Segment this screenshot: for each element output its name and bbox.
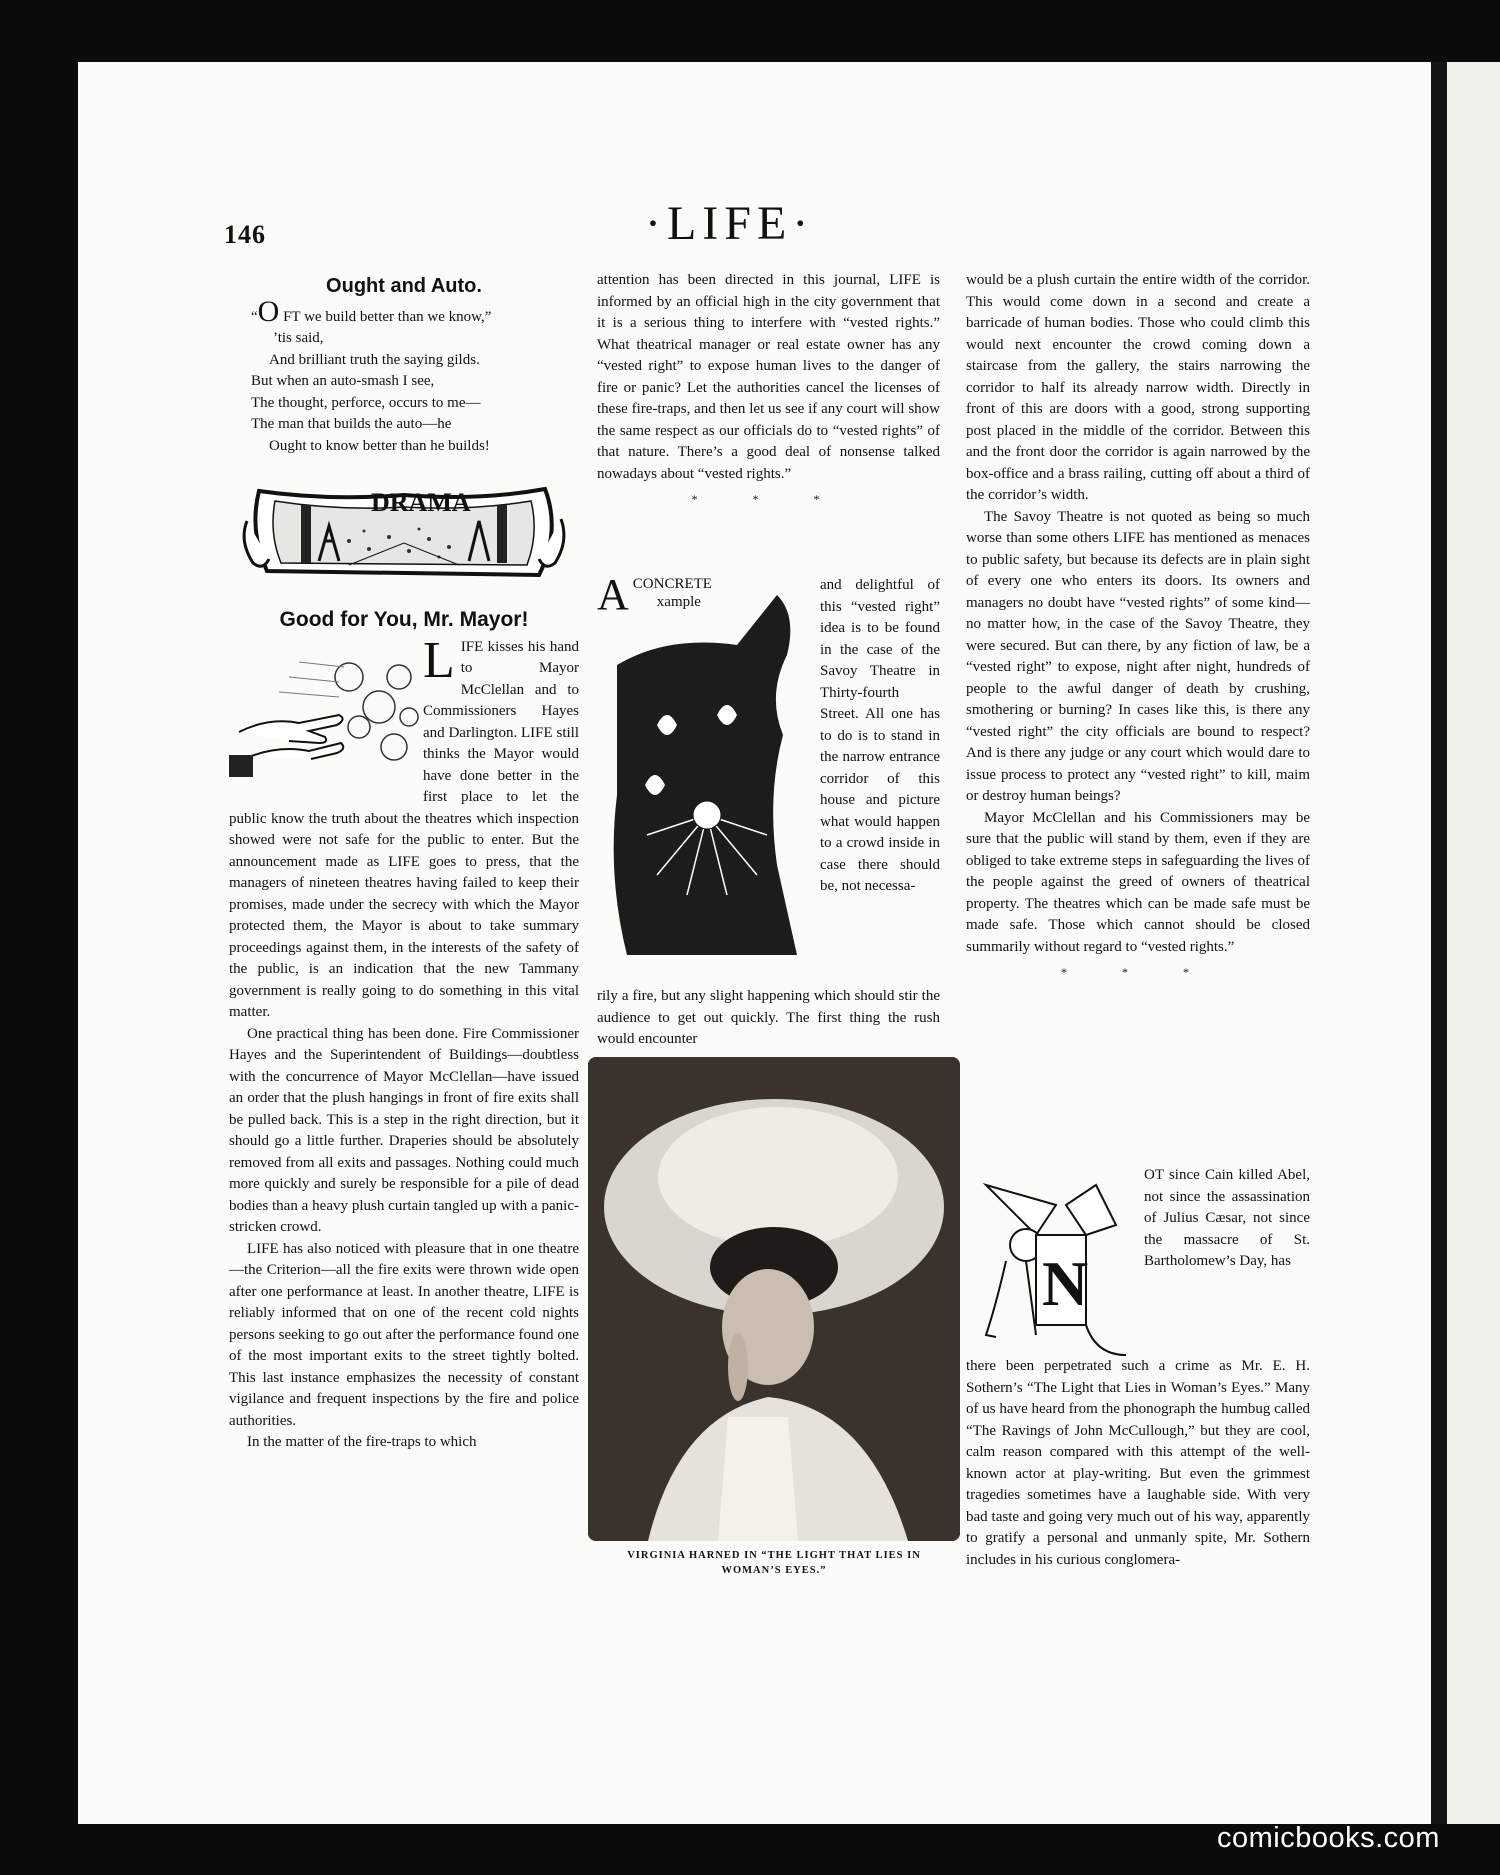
right-paragraph-3: Mayor McClellan and his Commissioners may be sure that the public will stand by them, even if they are obliged to take extreme steps in safeguarding the lives of the people against the greed of owners of theatrical property. The theatres which can be made safe must be made safe. Those which cannot should be closed summarily without regard to “vested rights.” xyxy=(966,809,1310,955)
center-paragraph-1: attention has been directed in this journal, LIFE is informed by an official high in the city government that it is a serious thing to interfere with “vested rights.” What theatrical manager or real estate owner has any “vested right” to expose human lives to the danger of fire or panic? Let the authorities cancel the licenses of these fire-traps, and then let us see if any court will show the same respect as our officials do to “vested rights” of that nature. There’s a good deal of nonsense talked nowadays about “vested rights.” xyxy=(597,272,940,482)
right-paragraph-2: The Savoy Theatre is not quoted as being so much worse than some others LIFE has mentioned as menaces to public safety, but because its defects are in plain sight of every one who enters its doors. Its owners and managers no doubt have “vested rights” of some kind—no matter how, in the case of the Savoy Theatre, they were secured. But can there, by any fiction of law, be a “vested right” to expose, night after night, hundreds of people to the awful danger of death by crushing, smothering or burning? In cases like this, is there any “vested right” the city officials are bound to respect? And is there any judge or any court which would dare to issue process to protect any “vested right” to kill, maim or destroy human beings? xyxy=(966,508,1310,804)
poem-dropcap: O xyxy=(257,294,280,328)
center-column xyxy=(597,270,940,515)
poem-line: Ought to know better than he builds! xyxy=(269,437,490,454)
drama-banner-label: DRAMA xyxy=(371,488,471,517)
drama-banner-art xyxy=(239,471,569,591)
center-column-continued xyxy=(597,986,940,1051)
dropcap-n: N xyxy=(1042,1248,1089,1319)
poem xyxy=(229,294,579,458)
mayor-paragraph-2: One practical thing has been done. Fire Commissioner Hayes and the Superintendent of Buildings—doubtless with the concurrence of Mayor McClellan—have issued an order that the plush hangings in front of fire exits shall be pulled back. This is a step in the right direction, but it should go a little further. Draperies should be absolutely removed from all exits and passages. Nothing could much more quickly and surely be responsible for a pile of dead bodies than a heavy plush curtain tangled up with a panic-stricken crowd. xyxy=(229,1025,579,1235)
poem-line: The thought, perforce, occurs to me— xyxy=(251,394,481,411)
poem-line: ’tis said, xyxy=(273,330,324,346)
concrete-side-text: and delightful of this “vested right” idea is to be found in the case of the Savoy Theatre in Thirty-fourth Street. All one has to do is to stand in the narrow entrance corridor of this house and picture what would happen to a crowd inside in case there should be, not necessa- xyxy=(820,577,940,894)
photo-caption: VIRGINIA HARNED IN “THE LIGHT THAT LIES IN WOMAN’S EYES.” xyxy=(627,1550,921,1576)
drama-banner-illustration xyxy=(239,471,569,591)
poem-line: But when an auto-smash I see, xyxy=(251,373,435,389)
kissing-hand-illustration xyxy=(229,637,419,797)
poem-line: “O FT we build better than we know,” xyxy=(251,294,492,328)
concrete-heading: A CONCRETE xample xyxy=(597,570,712,619)
clown-side-text: OT since Cain killed Abel, not since the assassination of Julius Cæsar, not since the massacre of St. Bartholomew’s Day, has xyxy=(1144,1167,1310,1269)
mayor-paragraph-3: LIFE has also noticed with pleasure that in one theatre—the Criterion—all the fire exits were thrown wide open after one performance at least. In another theatre, LIFE is reliably informed that on one of the recent cold nights persons seeking to go out after the performance found one of the most important exits to the street tightly bolted. This last instance emphasizes the necessity of constant vigilance and frequent inspections by the fire and police authorities. xyxy=(229,1240,579,1429)
section-divider-stars: * * * xyxy=(691,492,846,506)
dropcap-a: A xyxy=(597,570,629,619)
portrait-photo-art xyxy=(588,1057,960,1541)
mayor-paragraph-4: In the matter of the fire-traps to which xyxy=(247,1434,477,1450)
clown-illustration xyxy=(966,1165,1156,1365)
concrete-example-block xyxy=(597,570,940,965)
section-divider-stars-right: * * * xyxy=(1061,965,1215,979)
clown-initial-block xyxy=(966,1165,1310,1365)
fleur-de-lis-illustration xyxy=(597,570,825,965)
right-column xyxy=(966,270,1310,988)
right-paragraph-4: there been perpetrated such a crime as Mr. E. H. Sothern’s “The Light that Lies in Woman’s Eyes.” Many of us have heard from the phonograph the humbug called “The Ravings of John McCullough,” but they are cool, calm reason compared with this attempt of the well-known actor at play-writing. But even the grimmest tragedies sometimes have a laughable side. With very bad taste and going very much out of his way, apparently to gratify a personal and unmanly spite, Mr. Sothern includes in his curious conglomera- xyxy=(966,1358,1310,1568)
right-column-continued xyxy=(966,1356,1310,1571)
dropcap-l: L xyxy=(423,631,455,689)
next-page-edge xyxy=(1447,62,1500,1824)
center-paragraph-2: rily a fire, but any slight happening which should stir the audience to get out quickly. The first thing the rush would encounter xyxy=(597,988,940,1047)
watermark: comicbooks.com xyxy=(1217,1822,1440,1854)
portrait-photo xyxy=(588,1057,960,1541)
masthead-title: ·LIFE· xyxy=(645,197,815,250)
left-column xyxy=(229,270,579,1454)
poem-line: And brilliant truth the saying gilds. xyxy=(269,351,480,368)
mayor-paragraph-1: LIFE kisses his hand to Mayor McClellan and to Commissioners Hayes and Darlington. LIFE still thinks the Mayor would have done better in the first place to let the public know the truth about the theatres which inspection showed were not safe for the public to enter. But the announcement made as LIFE goes to press, that the managers of nineteen theatres having failed to keep their promises, made under the secrecy with which the Mayor protected them, the Mayor is about to take summary proceedings against them, in the interests of the safety of the public, is an indication that the new Tammany government is really going to do something in this vital matter. xyxy=(229,631,579,1020)
poem-line: The man that builds the auto—he xyxy=(251,416,452,432)
article-title-mayor: Good for You, Mr. Mayor! xyxy=(279,608,529,631)
right-paragraph-1: would be a plush curtain the entire width of the corridor. This would come down in a second and create a barricade of human bodies. Those who could climb this would next encounter the crowd coming down a staircase from the gallery, the stairs narrowing the corridor to half its already narrow width. Directly in front of this are doors with a good, strong supporting post placed in the middle of the corridor. Between this and the front door the corridor is again narrowed by the box-office and a brass railing, cutting off about a third of the corridor’s width. xyxy=(966,272,1310,503)
poem-title: Ought and Auto. xyxy=(326,275,482,297)
page-gutter xyxy=(1431,62,1447,1824)
page-number: 146 xyxy=(224,220,266,249)
